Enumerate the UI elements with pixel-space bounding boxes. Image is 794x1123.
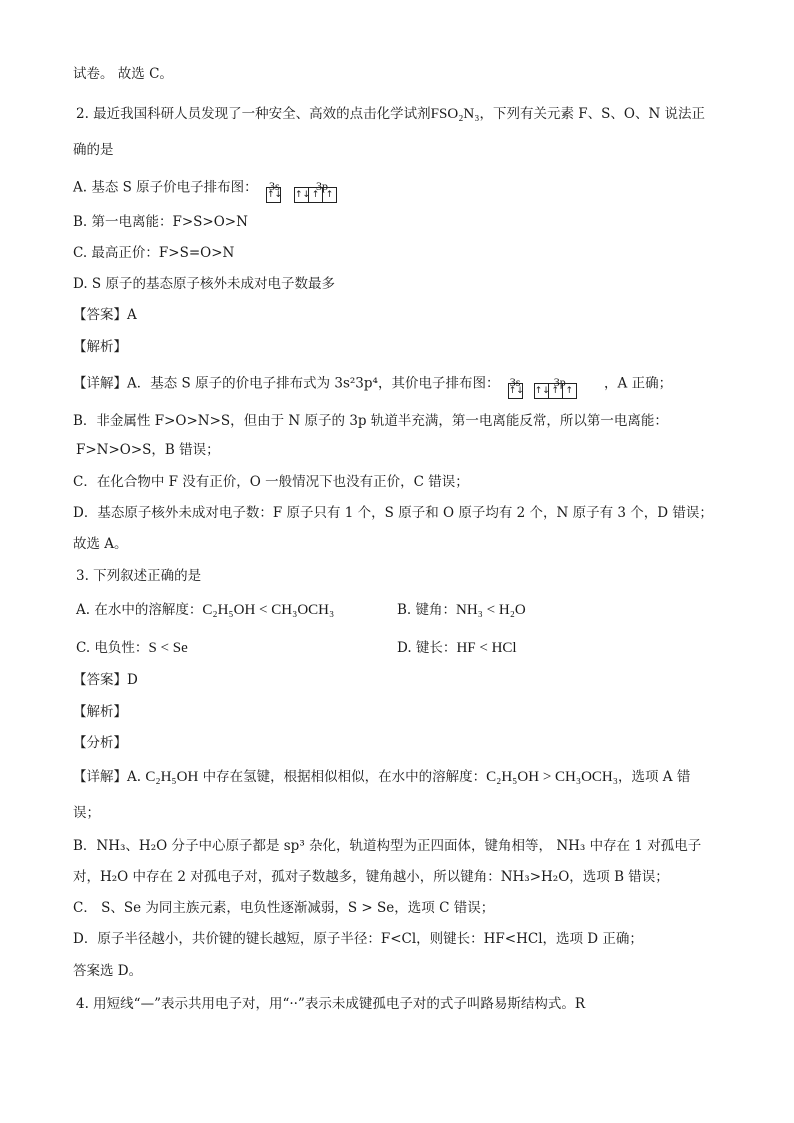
detail-b: B．NH₃、H₂O 分子中心原子都是 sp³ 杂化，轨道构型为正四面体，键角相等， NH₃ 中存在 1 对孤电子 — [73, 838, 702, 854]
option-b: B. 键角：NH₃ < H₂O — [397, 602, 526, 618]
detail-c: C．在化合物中 F 没有正价，O 一般情况下也没有正价，C 错误； — [73, 474, 469, 490]
answer-label: 【答案】D — [73, 672, 138, 688]
option-c: C. 最高正价：F>S=O>N — [73, 245, 235, 261]
detail-a: 【详解】A．基态 S 原子的价电子排布式为 3s²3p⁴，其价电子排布图： 3s 3p ↑↓ ↑↓ ↑ ↑ ，A 正确； — [73, 366, 754, 401]
fenxi-label: 【分析】 — [73, 735, 127, 751]
orbital-diagram: 3s 3p ↑↓ ↑↓ ↑ ↑ — [506, 367, 598, 401]
detail-b: B．非金属性 F>O>N>S，但由于 N 原子的 3p 轨道半充满，第一电离能反常，所以第一电离能： — [73, 413, 668, 429]
option-b: B. 第一电离能：F>S>O>N — [73, 214, 248, 230]
detail-d: D．基态原子核外未成对电子数：F 原子只有 1 个，S 原子和 O 原子均有 2 个，N 原子有 3 个，D 错误； — [73, 505, 713, 521]
text-line: 试卷。 故选 C。 — [73, 66, 173, 82]
conclusion: 答案选 D。 — [73, 963, 143, 979]
detail-a: 【详解】A. C₂H₅OH 中存在氢键，根据相似相似，在水中的溶解度：C₂H₅OH > CH₃OCH₃，选项 A 错 — [73, 769, 691, 785]
option-d: D. S 原子的基态原子核外未成对电子数最多 — [73, 276, 335, 292]
option-a: A. 在水中的溶解度：C₂H₅OH < CH₃OCH₃ — [76, 602, 335, 618]
option-c: C. 电负性：S < Se — [76, 640, 188, 656]
question-3-stem: 3. 下列叙述正确的是 — [76, 568, 202, 584]
formula: FSO₂N₃ — [430, 106, 480, 122]
text-line: 确的是 — [73, 142, 114, 158]
analysis-label: 【解析】 — [73, 339, 127, 355]
orbital-diagram: 3s 3p ↑↓ ↑↓ ↑ ↑ — [264, 171, 362, 205]
question-4-stem: 4. 用短线“—”表示共用电子对，用“··”表示未成键孤电子对的式子叫路易斯结构式。R — [76, 996, 586, 1012]
question-2-stem: 2. 最近我国科研人员发现了一种安全、高效的点击化学试剂FSO₂N₃，下列有关元素 F、S、O、N 说法正 — [76, 106, 706, 122]
conclusion: 故选 A。 — [73, 536, 128, 552]
detail-c: C． S、Se 为同主族元素，电负性逐渐减弱，S > Se，选项 C 错误； — [73, 900, 495, 916]
detail-a-cont: 误； — [73, 805, 100, 821]
detail-b-cont: F>N>O>S，B 错误； — [76, 442, 220, 458]
option-d: D. 键长：HF < HCl — [397, 640, 517, 656]
option-a: A. 基态 S 原子价电子排布图： 3s 3p ↑↓ ↑↓ ↑ ↑ — [73, 170, 754, 205]
analysis-label: 【解析】 — [73, 704, 127, 720]
options-row-2 — [76, 638, 754, 658]
detail-b-cont: 对，H₂O 中存在 2 对孤电子对，孤对子数越多，键角越小，所以键角：NH₃>H₂O，选项 B 错误； — [73, 869, 669, 885]
options-row-1 — [76, 600, 754, 620]
answer-label: 【答案】A — [73, 307, 137, 323]
detail-d: D．原子半径越小，共价键的键长越短，原子半径：F<Cl，则键长：HF<HCl，选项 D 正确； — [73, 931, 643, 947]
